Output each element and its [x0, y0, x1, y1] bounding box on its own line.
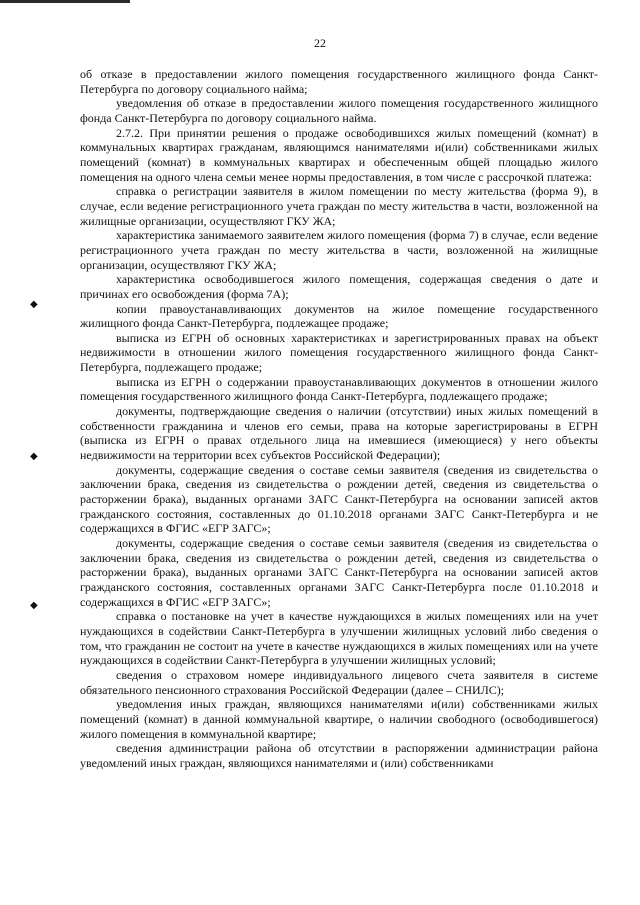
paragraph: об отказе в предоставлении жилого помещения государственного жилищного фонда Санкт-Петербурга по договору социального найма; — [80, 67, 598, 96]
paragraph: документы, содержащие сведения о составе семьи заявителя (сведения из свидетельства о заключении брака, сведения из свидетельства о рождении детей, сведения из свидетельства о расторжении брака), выданных органами ЗАГС Санкт-Петербурга на основании записей актов гражданского состояния, составленных органами ЗАГС Санкт-Петербурга после 01.10.2018 и содержащихся в ФГИС «ЕГР ЗАГС»; — [80, 536, 598, 609]
paragraph: 2.7.2. При принятии решения о продаже освободившихся жилых помещений (комнат) в коммунальных квартирах гражданам, являющимся нанимателями и(или) собственниками жилых помещений (комнат) в коммунальных квартирах и обеспеченным общей площадью жилого помещения на одного члена семьи менее нормы предоставления, в том числе с рассрочкой платежа: — [80, 125, 598, 184]
binding-hole-mark: ◆ — [30, 299, 38, 310]
paragraph: сведения о страховом номере индивидуального лицевого счета заявителя в системе обязательного пенсионного страхования Российской Федерации (далее – СНИЛС); — [80, 667, 598, 697]
paragraph: характеристика освободившегося жилого помещения, содержащая сведения о дате и причинах его освобождения (форма 7А); — [80, 272, 598, 301]
paragraph: выписка из ЕГРН об основных характеристиках и зарегистрированных правах на объект недвижимости в отношении жилого помещения государственного жилищного фонда Санкт-Петербурга, подлежащего продаже; — [80, 330, 598, 375]
paragraph: уведомления об отказе в предоставлении жилого помещения государственного жилищного фонда Санкт-Петербурга по договору социального найма. — [80, 96, 598, 125]
paragraph: выписка из ЕГРН о содержании правоустанавливающих документов в отношении жилого помещения государственного жилищного фонда Санкт-Петербурга, подлежащего продаже; — [80, 374, 598, 404]
paragraph: уведомления иных граждан, являющихся нанимателями и(или) собственниками жилых помещений (комнат) в данной коммунальной квартире, о наличии свободного (освободившегося) жилого помещения в коммунальной квартире; — [80, 697, 598, 741]
paragraph: документы, подтверждающие сведения о наличии (отсутствии) иных жилых помещений в собственности гражданина и членов его семьи, права на которые зарегистрированы в ЕГРН (выписка из ЕГРН о правах отдельного лица на имевшиеся (имеющиеся) у него объекты недвижимости на территории всех субъектов Российской Федерации); — [80, 404, 598, 463]
binding-hole-mark: ◆ — [30, 451, 38, 462]
binding-hole-mark: ◆ — [30, 600, 38, 611]
paragraph: копии правоустанавливающих документов на жилое помещение государственного жилищного фонда Санкт-Петербурга, подлежащее продаже; — [80, 301, 598, 331]
paragraph: характеристика занимаемого заявителем жилого помещения (форма 7) в случае, если ведение регистрационного учета граждан по месту жительства в части, возложенной на жилищные организации, осуществляют ГКУ ЖА; — [80, 228, 598, 272]
paragraph: документы, содержащие сведения о составе семьи заявителя (сведения из свидетельства о заключении брака, сведения из свидетельства о рождении детей, сведения из свидетельства о расторжении брака), выданных органами ЗАГС Санкт-Петербурга на основании записей актов гражданского состояния, составленных до 01.10.2018 органами ЗАГС Санкт-Петербурга и не содержащихся в ФГИС «ЕГР ЗАГС»; — [80, 462, 598, 536]
paragraph: справка о постановке на учет в качестве нуждающихся в жилых помещениях или на учет нуждающихся в содействии Санкт-Петербурга в улучшении жилищных условий либо сведения о том, что гражданин не состоит на учете в качестве нуждающихся в жилых помещениях или на учете нуждающихся в содействии Санкт-Петербурга в улучшении жилищных условий; — [80, 609, 598, 668]
page-number: 22 — [314, 36, 326, 50]
paragraph: сведения администрации района об отсутствии в распоряжении администрации района уведомлений иных граждан, являющихся нанимателями и (или) собственниками — [80, 741, 598, 770]
top-edge-line — [0, 0, 130, 3]
document-body — [80, 67, 598, 771]
paragraph: справка о регистрации заявителя в жилом помещении по месту жительства (форма 9), в случае, если ведение регистрационного учета граждан по месту жительства в части, возложенной на жилищные организации, осуществляют ГКУ ЖА; — [80, 184, 598, 228]
